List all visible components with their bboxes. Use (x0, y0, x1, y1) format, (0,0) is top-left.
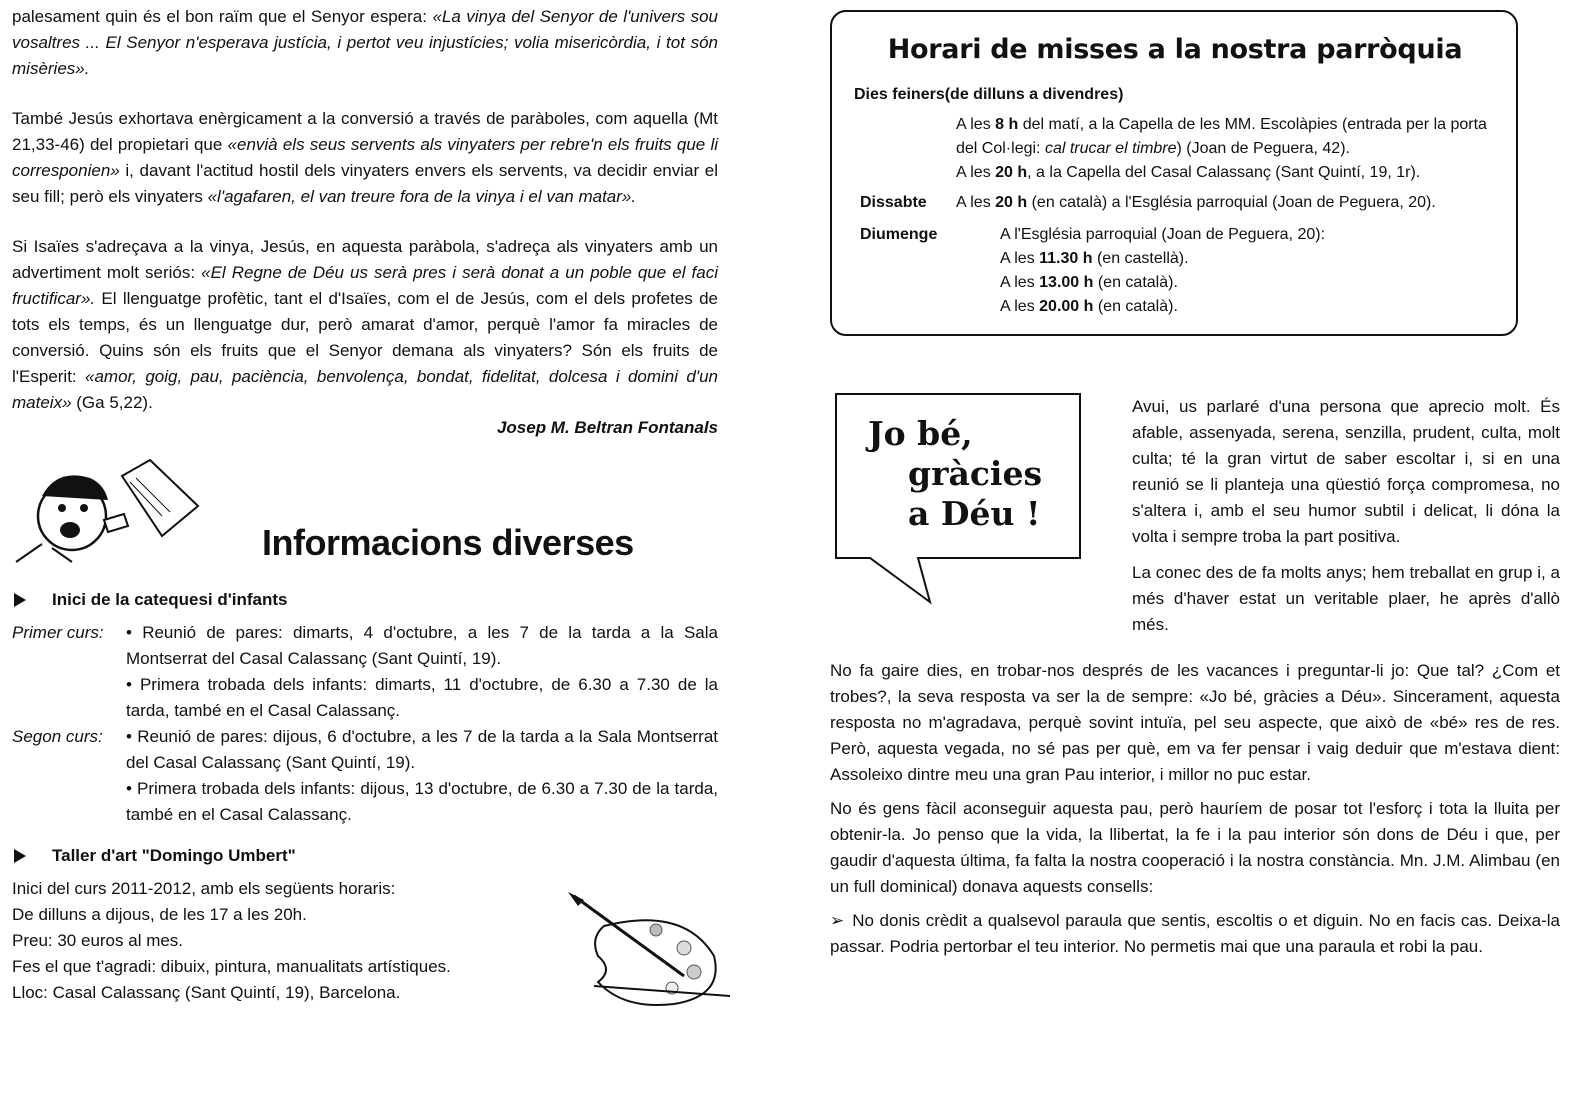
course-item: • Primera trobada dels infants: dimarts, 11 d'octubre, de 6.30 a 7.30 de la tarda, també en el Casal Calassanç. (126, 675, 718, 720)
weekday-line: A les 8 h del matí, a la Capella de les MM. Escolàpies (entrada per la porta del Col·legi: cal trucar el timbre) (Joan de Peguera, 42). (956, 116, 1487, 157)
saturday-line: Dissabte A les 20 h (en català) a l'Església parroquial (Joan de Peguera, 20). (860, 194, 1436, 211)
taller-line: Preu: 30 euros al mes. (12, 931, 184, 950)
weekday-heading: Dies feiners (de dilluns a divendres) (854, 86, 1124, 103)
triangle-bullet-icon (14, 849, 26, 863)
schedule-title: Horari de misses a la nostra parròquia (887, 34, 1463, 65)
jobe-article (830, 388, 1560, 658)
paragraph: ➢ No donis crèdit a qualsevol paraula que sentis, escoltis o et diguin. No en facis cas. Deixa-la passar. Podria pertorbar el teu interior. No permetis mai que una paraula et robi la pau. (830, 911, 1560, 956)
paragraph-isaias: palesament quin és el bon raïm que el Senyor espera: «La vinya del Senyor de l'univers sou vosaltres ... El Senyor n'esperava justícia, i pertot veu injustícies; volia misericòrdia, i tot són misèries». (12, 7, 718, 78)
paragraph-parable: També Jesús exhortava enèrgicament a la conversió a través de paràboles, com aquella (Mt 21,33-46) del propietari que «envià els seus servents als vinyaters per rebre'n els fruits que li corresponien» i, davant l'actitud hostil dels vinyaters envers els servents, va decidir enviar el seu fill; però els vinyaters «l'agafaren, el van treure fora de la vinya i el van matar». (12, 109, 718, 206)
taller-line: Inici del curs 2011-2012, amb els següents horaris: (12, 879, 396, 898)
paragraph: No és gens fàcil aconseguir aquesta pau, però hauríem de posar tot l'esforç i tota la lluita per obtenir-la. Jo penso que la vida, la llibertat, la fe i la pau interior són dons de Déu i que, per gaudir d'aquesta última, fa falta la nostra cooperació i la nostra constància. Mn. J.M. Alimbau (en un full dominical) donava aquests consells: (830, 799, 1560, 896)
info-header (12, 456, 718, 576)
arrow-bullet-icon: ➢ (830, 911, 845, 930)
triangle-bullet-icon (14, 593, 26, 607)
taller-section (12, 846, 718, 1006)
course-item: • Primera trobada dels infants: dijous, 13 d'octubre, de 6.30 a 7.30 de la tarda, també en el Casal Calassanç. (126, 779, 718, 824)
reading-boy-illustration (12, 456, 242, 566)
taller-heading: Taller d'art "Domingo Umbert" (12, 846, 718, 866)
sunday-line: A les 13.00 h (en català). (1000, 274, 1178, 291)
course-second: Segon curs: • Reunió de pares: dijous, 6 d'octubre, a les 7 de la tarda a la Sala Montserrat del Casal Calassanç (Sant Quintí, 19). • Primera trobada dels infants: dijous, 13 d'octubre, de 6.30 a 7.30 de la tarda, també en el Casal Calassanç. (12, 724, 718, 828)
course-item: • Reunió de pares: dijous, 6 d'octubre, a les 7 de la tarda a la Sala Montserrat del Casal Calassanç (Sant Quintí, 19). (126, 727, 718, 772)
taller-line: De dilluns a dijous, de les 17 a les 20h. (12, 905, 307, 924)
jobe-intro: Avui, us parlaré d'una persona que aprecio molt. És afable, assenyada, serena, senzilla, prudent, culta, molt culta; té la gran virtut de saber escoltar i, si en una reunió se li planteja una qüestió força compromesa, no s'altera i, amb el seu humor subtil i delicat, li dóna la volta i sempre troba la part positiva. La conec des de fa molts anys; hem treballat en grup i, a més d'haver estat un veritable plaer, he après d'allò més. (1132, 397, 1560, 634)
catequesi-heading: Inici de la catequesi d'infants (12, 590, 718, 610)
taller-line: Lloc: Casal Calassanç (Sant Quintí, 19), Barcelona. (12, 983, 401, 1002)
course-first: Primer curs: • Reunió de pares: dimarts, 4 d'octubre, a les 7 de la tarda a la Sala Montserrat del Casal Calassanç (Sant Quintí, 19). • Primera trobada dels infants: dimarts, 11 d'octubre, de 6.30 a 7.30 de la tarda, també en el Casal Calassanç. (12, 620, 718, 724)
course-item: • Reunió de pares: dimarts, 4 d'octubre, a les 7 de la tarda a la Sala Montserrat del Casal Calassanç (Sant Quintí, 19). (126, 623, 718, 668)
paragraph: No fa gaire dies, en trobar-nos després de les vacances i preguntar-li jo: Que tal? ¿Com et trobes?, la seva resposta va ser la de sempre: «Jo bé, gràcies a Déu». Sincerament, aquesta resposta no m'agradava, perquè sovint intuïa, pel seu aspecte, que això de «bé» res de res. Però, aquesta vegada, no sé pas per què, em va fer pensar i vaig deduir que m'estava dient: Assoleixo dintre meu una gran Pau interior, i millor no puc estar. (830, 661, 1560, 784)
right-column (830, 10, 1560, 968)
taller-line: Fes el que t'agradi: dibuix, pintura, manualitats artístiques. (12, 957, 451, 976)
left-column (12, 4, 718, 1006)
mass-schedule-box (830, 10, 1518, 336)
paragraph-regne: Si Isaïes s'adreçava a la vinya, Jesús, en aquesta paràbola, s'adreça als vinyaters amb un advertiment molt seriós: «El Regne de Déu us serà pres i serà donat a un poble que el faci fructificar». El llenguatge profètic, tant el d'Isaïes, com el de Jesús, com el dels profetes de tots els temps, és un llenguatge dur, però amarat d'amor, perquè l'amor fa miracles de conversió. Quins són els fruits que el Senyor demana als vinyaters? Són els fruits de l'Esperit: «amor, goig, pau, paciència, benvolença, bondat, fidelitat, dolcesa i domini d'un mateix» (Ga 5,22). (12, 237, 718, 412)
jobe-body (830, 658, 1560, 960)
author-signature: Josep M. Beltran Fontanals (496, 418, 718, 437)
sunday-line: A les 11.30 h (en castellà). (1000, 250, 1189, 267)
weekday-line: A les 20 h, a la Capella del Casal Calassanç (Sant Quintí, 19, 1r). (956, 164, 1421, 181)
section-title: Informacions diverses (262, 522, 634, 563)
sunday-line: A les 20.00 h (en català). (1000, 298, 1178, 315)
paint-palette-icon (534, 886, 734, 1016)
bubble-text: Jo bé, gràcies a Déu ! (868, 414, 1043, 533)
sunday-block: Diumenge A l'Església parroquial (Joan de Peguera, 20): A les 11.30 h (en castellà). A les 13.00 h (en català). A les 20.00 h (en català). (860, 223, 1498, 319)
